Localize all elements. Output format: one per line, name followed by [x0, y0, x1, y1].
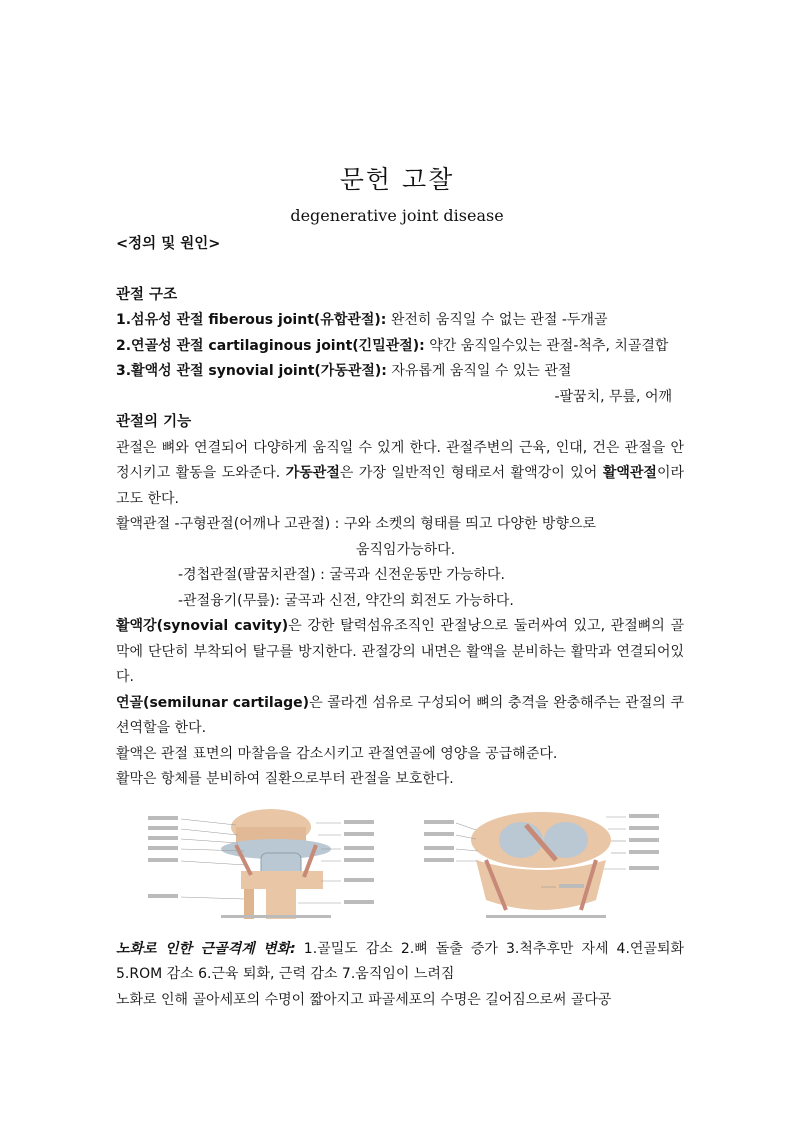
page-title: 문헌 고찰	[339, 165, 455, 194]
spacer	[116, 258, 684, 283]
joint-type-label: 3.활액성 관절 synovial joint(가동관절):	[116, 363, 387, 379]
page-subtitle: degenerative joint disease	[290, 206, 504, 225]
synovial-membrane-paragraph: 활막은 항체를 분비하여 질환으로부터 관절을 보호한다.	[116, 771, 454, 787]
text-run: 1.골밀도 감소 2.뼈 돌출 증가 3.척추후만 자세 4.연골퇴화 5.ROM 감소 6.근육 퇴화, 근력 감소 7.움직임이 느려짐	[116, 940, 685, 982]
term-synovial-joint: 활액관절	[602, 465, 657, 481]
joint-type-desc: 약간 움직일수있는 관절-척추, 치골결합	[424, 337, 669, 354]
knee-back-view	[471, 812, 611, 910]
cavity-paragraph	[116, 614, 684, 691]
document-body	[116, 232, 684, 1013]
synovial-line-ball-cont: 움직임가능하다.	[356, 541, 456, 558]
aging-heading: 노화로 인한 근골격계 변화:	[116, 940, 296, 957]
knee-anatomy-illustration	[126, 805, 680, 923]
cartilage-paragraph	[116, 691, 684, 742]
text-run: 은 가장 일반적인 형태로서 활액강이 있어	[339, 465, 603, 481]
joint-function-paragraph	[116, 436, 684, 513]
joint-type-synovial	[116, 359, 684, 385]
knee-anatomy-figure	[126, 805, 680, 923]
joint-type-synovial-examples: -팔꿈치, 무릎, 어깨	[554, 388, 672, 405]
joint-type-fibrous	[116, 308, 684, 334]
term-cartilage: 연골(semilunar cartilage)	[116, 694, 310, 711]
synovial-line-hinge: -경첩관절(팔꿈치관절) : 굴곡과 신전운동만 가능하다.	[178, 567, 505, 583]
joint-type-desc: 완전히 움직일 수 없는 관절 -두개골	[386, 312, 608, 328]
joint-structure-heading: 관절 구조	[116, 286, 178, 303]
joint-type-label: 1.섬유성 관절 fiberous joint(유합관절):	[116, 312, 387, 328]
aging-detail-paragraph: 노화로 인해 골아세포의 수명이 짧아지고 파골세포의 수명은 길어짐으로써 골다공	[116, 991, 612, 1008]
section-title: <정의 및 원인>	[116, 236, 221, 252]
joint-type-label: 2.연골성 관절 cartilaginous joint(긴밀관절):	[116, 337, 425, 354]
joint-type-cartilaginous	[116, 334, 684, 360]
text-run: 은 콜라겐 섬유로 구성되어 뼈의 충격을 완충해주는 관절의 쿠션역할을 한다.	[116, 694, 684, 736]
synovial-line-condyle: -관절융기(무릎): 굴곡과 신전, 약간의 회전도 가능하다.	[178, 592, 514, 609]
term-movable-joint: 가동관절	[285, 465, 340, 481]
text-run: 은 강한 탈력섬유조직인 관절낭으로 둘러싸여 있고, 관절뼈의 골막에 단단히 부착되어 탈구를 방지한다. 관절강의 내면은 활액을 분비하는 활막과 연결되어있다.	[116, 618, 684, 685]
term-synovial-cavity: 활액강(synovial cavity)	[116, 618, 289, 634]
joint-type-desc: 자유롭게 움직일 수 있는 관절	[386, 363, 572, 379]
text-run: 관절은 뼈와 연결되어 다양하게 움직일 수 있게 한다. 관절주변의 근육, 인대, 건은 관절을 안정시키고 활동을 도와준다.	[116, 439, 684, 481]
synovial-line-ball: 활액관절 -구형관절(어깨나 고관절) : 구와 소켓의 형태를 띄고 다양한 방향으로	[116, 516, 596, 532]
aging-paragraph	[116, 937, 684, 988]
knee-front-view	[221, 809, 331, 919]
joint-function-heading: 관절의 기능	[116, 414, 192, 430]
text-run: 이라고도 한다.	[116, 465, 684, 507]
synovial-fluid-paragraph: 활액은 관절 표면의 마찰음을 감소시키고 관절연골에 영양을 공급해준다.	[116, 745, 558, 762]
